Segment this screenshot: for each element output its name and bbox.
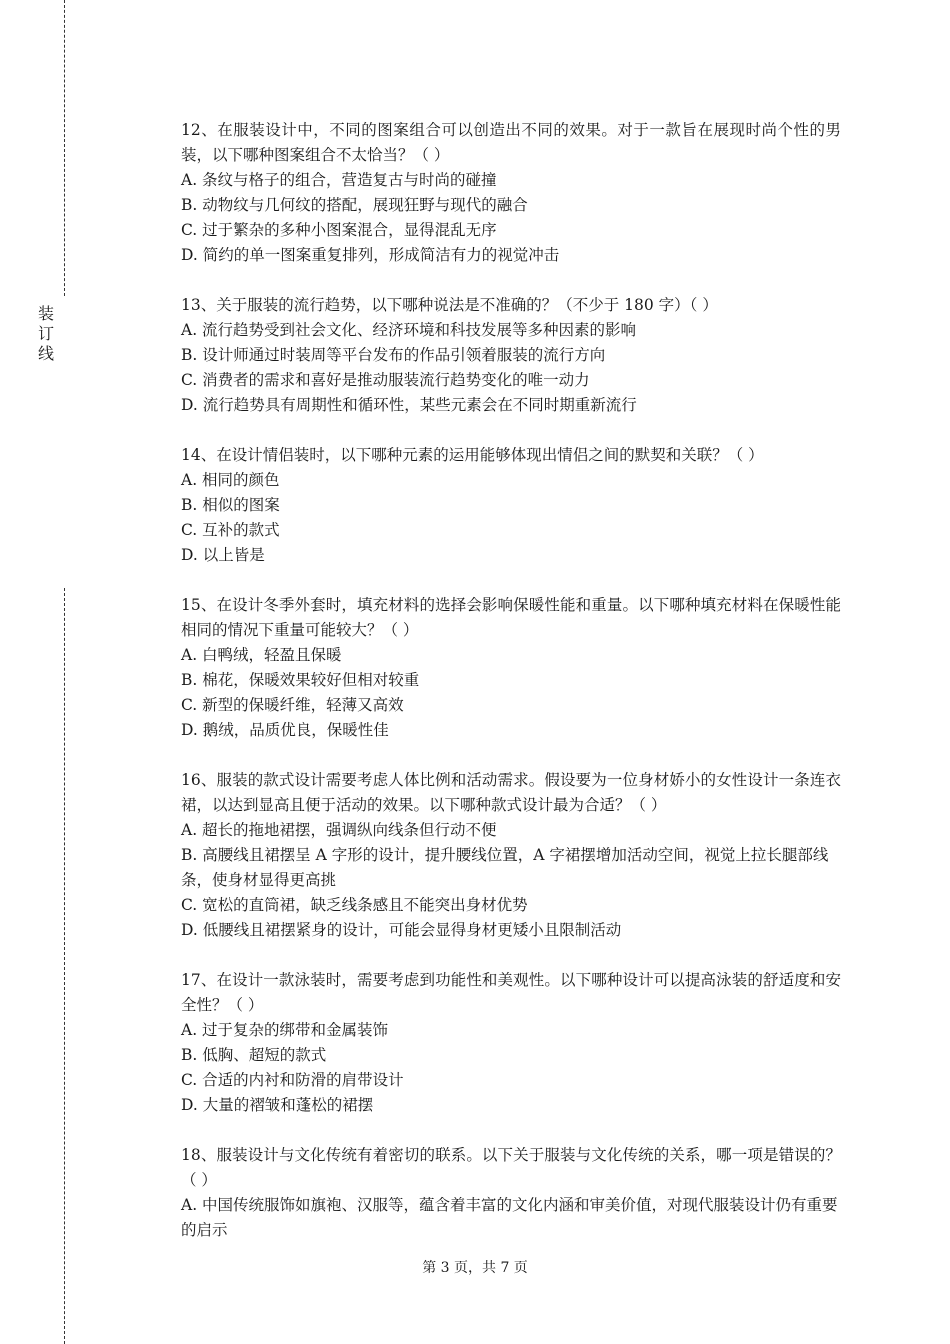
- answer-option: D. 简约的单一图案重复排列，形成简洁有力的视觉冲击: [181, 246, 560, 264]
- answer-option: C. 宽松的直筒裙，缺乏线条感且不能突出身材优势: [181, 896, 528, 914]
- answer-option: A. 白鸭绒，轻盈且保暖: [181, 646, 342, 664]
- answer-option: B. 棉花，保暖效果较好但相对较重: [181, 671, 420, 689]
- binding-label: 装订线: [37, 304, 54, 363]
- question-list: [181, 118, 841, 1268]
- answer-option: A. 超长的拖地裙摆，强调纵向线条但行动不便: [181, 821, 497, 839]
- answer-option: B. 动物纹与几何纹的搭配，展现狂野与现代的融合: [181, 196, 528, 214]
- binding-line-top: [64, 0, 65, 296]
- page-footer: 第 3 页，共 7 页: [422, 1260, 528, 1276]
- answer-option: B. 低胸、超短的款式: [181, 1046, 327, 1064]
- answer-option: B. 设计师通过时装周等平台发布的作品引领着服装的流行方向: [181, 346, 606, 364]
- question-stem: 12、在服装设计中，不同的图案组合可以创造出不同的效果。对于一款旨在展现时尚个性的男装，以下哪种图案组合不太恰当？（ ）: [181, 121, 841, 164]
- answer-option: A. 中国传统服饰如旗袍、汉服等，蕴含着丰富的文化内涵和审美价值，对现代服装设计仍有重要的启示: [181, 1196, 838, 1239]
- question-stem: 17、在设计一款泳装时，需要考虑到功能性和美观性。以下哪种设计可以提高泳装的舒适度和安全性？（ ）: [181, 971, 841, 1014]
- answer-option: A. 条纹与格子的组合，营造复古与时尚的碰撞: [181, 171, 497, 189]
- answer-option: B. 高腰线且裙摆呈 A 字形的设计，提升腰线位置，A 字裙摆增加活动空间，视觉上拉长腿部线条，使身材显得更高挑: [181, 846, 829, 889]
- question-block: [181, 118, 841, 268]
- answer-option: D. 流行趋势具有周期性和循环性，某些元素会在不同时期重新流行: [181, 396, 637, 414]
- answer-option: C. 过于繁杂的多种小图案混合，显得混乱无序: [181, 221, 497, 239]
- answer-option: D. 低腰线且裙摆紧身的设计，可能会显得身材更矮小且限制活动: [181, 921, 622, 939]
- answer-option: A. 相同的颜色: [181, 471, 280, 489]
- answer-option: C. 合适的内衬和防滑的肩带设计: [181, 1071, 404, 1089]
- answer-option: D. 以上皆是: [181, 546, 265, 564]
- question-block: [181, 593, 841, 743]
- answer-option: B. 相似的图案: [181, 496, 280, 514]
- question-stem: 14、在设计情侣装时，以下哪种元素的运用能够体现出情侣之间的默契和关联？（ ）: [181, 446, 764, 464]
- question-block: [181, 968, 841, 1118]
- question-stem: 13、关于服装的流行趋势，以下哪种说法是不准确的？（不少于 180 字）（ ）: [181, 296, 718, 314]
- question-block: [181, 293, 841, 418]
- answer-option: C. 互补的款式: [181, 521, 280, 539]
- question-stem: 15、在设计冬季外套时，填充材料的选择会影响保暖性能和重量。以下哪种填充材料在保暖性能相同的情况下重量可能较大？（ ）: [181, 596, 841, 639]
- answer-option: A. 过于复杂的绑带和金属装饰: [181, 1021, 389, 1039]
- answer-option: C. 消费者的需求和喜好是推动服装流行趋势变化的唯一动力: [181, 371, 590, 389]
- question-block: [181, 1143, 841, 1243]
- answer-option: A. 流行趋势受到社会文化、经济环境和科技发展等多种因素的影响: [181, 321, 637, 339]
- question-stem: 18、服装设计与文化传统有着密切的联系。以下关于服装与文化传统的关系，哪一项是错误的？（ ）: [181, 1146, 841, 1189]
- binding-line-bottom: [64, 588, 65, 1344]
- question-stem: 16、服装的款式设计需要考虑人体比例和活动需求。假设要为一位身材娇小的女性设计一条连衣裙，以达到显高且便于活动的效果。以下哪种款式设计最为合适？（ ）: [181, 771, 841, 814]
- question-block: [181, 443, 841, 568]
- answer-option: D. 大量的褶皱和蓬松的裙摆: [181, 1096, 374, 1114]
- answer-option: D. 鹅绒，品质优良，保暖性佳: [181, 721, 389, 739]
- question-block: [181, 768, 841, 943]
- answer-option: C. 新型的保暖纤维，轻薄又高效: [181, 696, 404, 714]
